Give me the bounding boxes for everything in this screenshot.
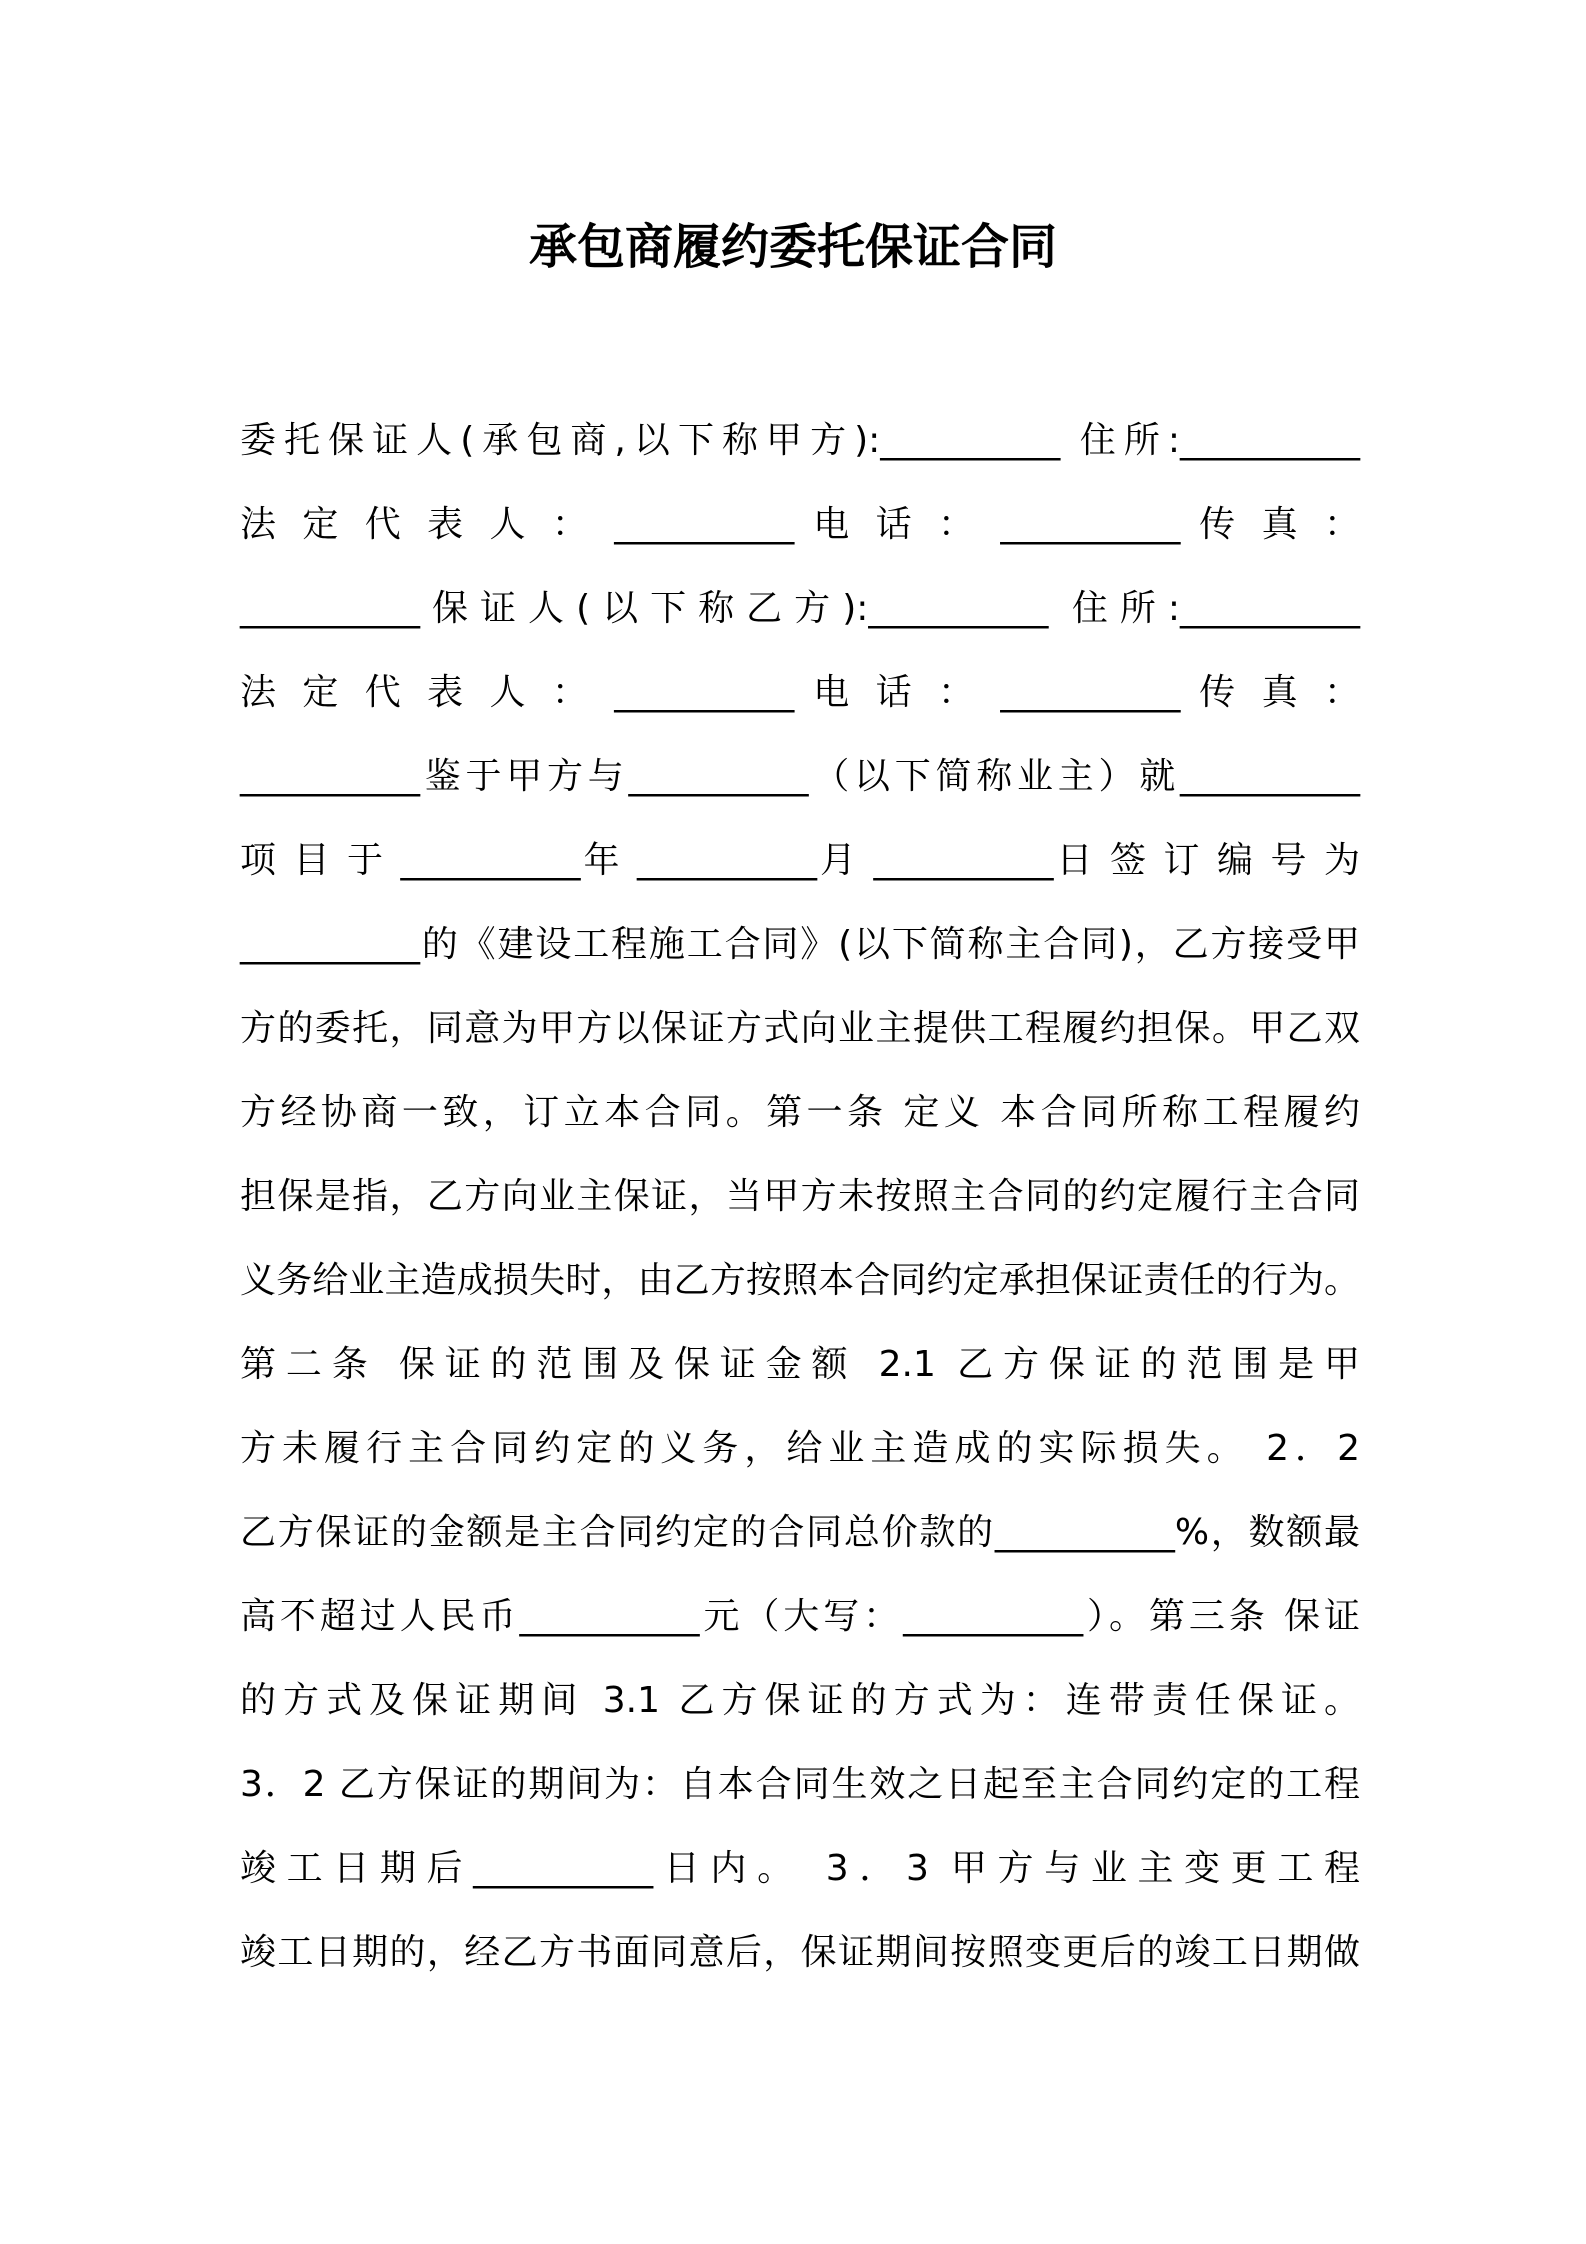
body-line: 乙方保证的金额是主合同约定的合同总价款的__________%，数额最: [240, 1512, 1360, 1553]
body-line: 方未履行主合同约定的义务，给业主造成的实际损失。 2．2: [240, 1428, 1360, 1469]
body-line: 竣工日期后__________日内。 3．3 甲方与业主变更工程: [240, 1848, 1360, 1889]
body-line: 的方式及保证期间 3.1 乙方保证的方式为：连带责任保证。: [240, 1680, 1360, 1721]
body-line: 高不超过人民币__________元（大写：__________）。第三条 保证: [240, 1596, 1360, 1637]
body-line: 方经协商一致，订立本合同。第一条 定义 本合同所称工程履约: [240, 1092, 1360, 1133]
body-line: 法 定 代 表 人 ： __________ 电 话 ： __________ 传 真 ：: [240, 504, 1360, 545]
body-line: 项 目 于 __________年 __________月 __________日 签 订 编 号 为: [240, 840, 1360, 881]
body-line: 义务给业主造成损失时，由乙方按照本合同约定承担保证责任的行为。: [240, 1260, 1360, 1301]
body-line: 方的委托，同意为甲方以保证方式向业主提供工程履约担保。甲乙双: [240, 1008, 1360, 1049]
body-line: __________的《建设工程施工合同》(以下简称主合同)，乙方接受甲: [240, 924, 1360, 965]
body-line: 3．2 乙方保证的期间为：自本合同生效之日起至主合同约定的工程: [240, 1764, 1360, 1805]
body-line: __________鉴于甲方与__________（以下简称业主）就__________: [240, 756, 1360, 797]
body-line: __________保证人(以下称乙方):__________ 住所:__________: [240, 588, 1360, 629]
body-line: 委托保证人(承包商,以下称甲方):__________ 住所:__________: [240, 420, 1360, 461]
body-line: 竣工日期的，经乙方书面同意后，保证期间按照变更后的竣工日期做: [240, 1932, 1360, 1973]
document-title: 承包商履约委托保证合同: [528, 219, 1057, 275]
body-line: 第二条 保证的范围及保证金额 2.1 乙方保证的范围是甲: [240, 1344, 1360, 1385]
body-line: 担保是指，乙方向业主保证，当甲方未按照主合同的约定履行主合同: [240, 1176, 1360, 1217]
body-line: 法 定 代 表 人 ： __________ 电 话 ： __________ 传 真 ：: [240, 672, 1360, 713]
